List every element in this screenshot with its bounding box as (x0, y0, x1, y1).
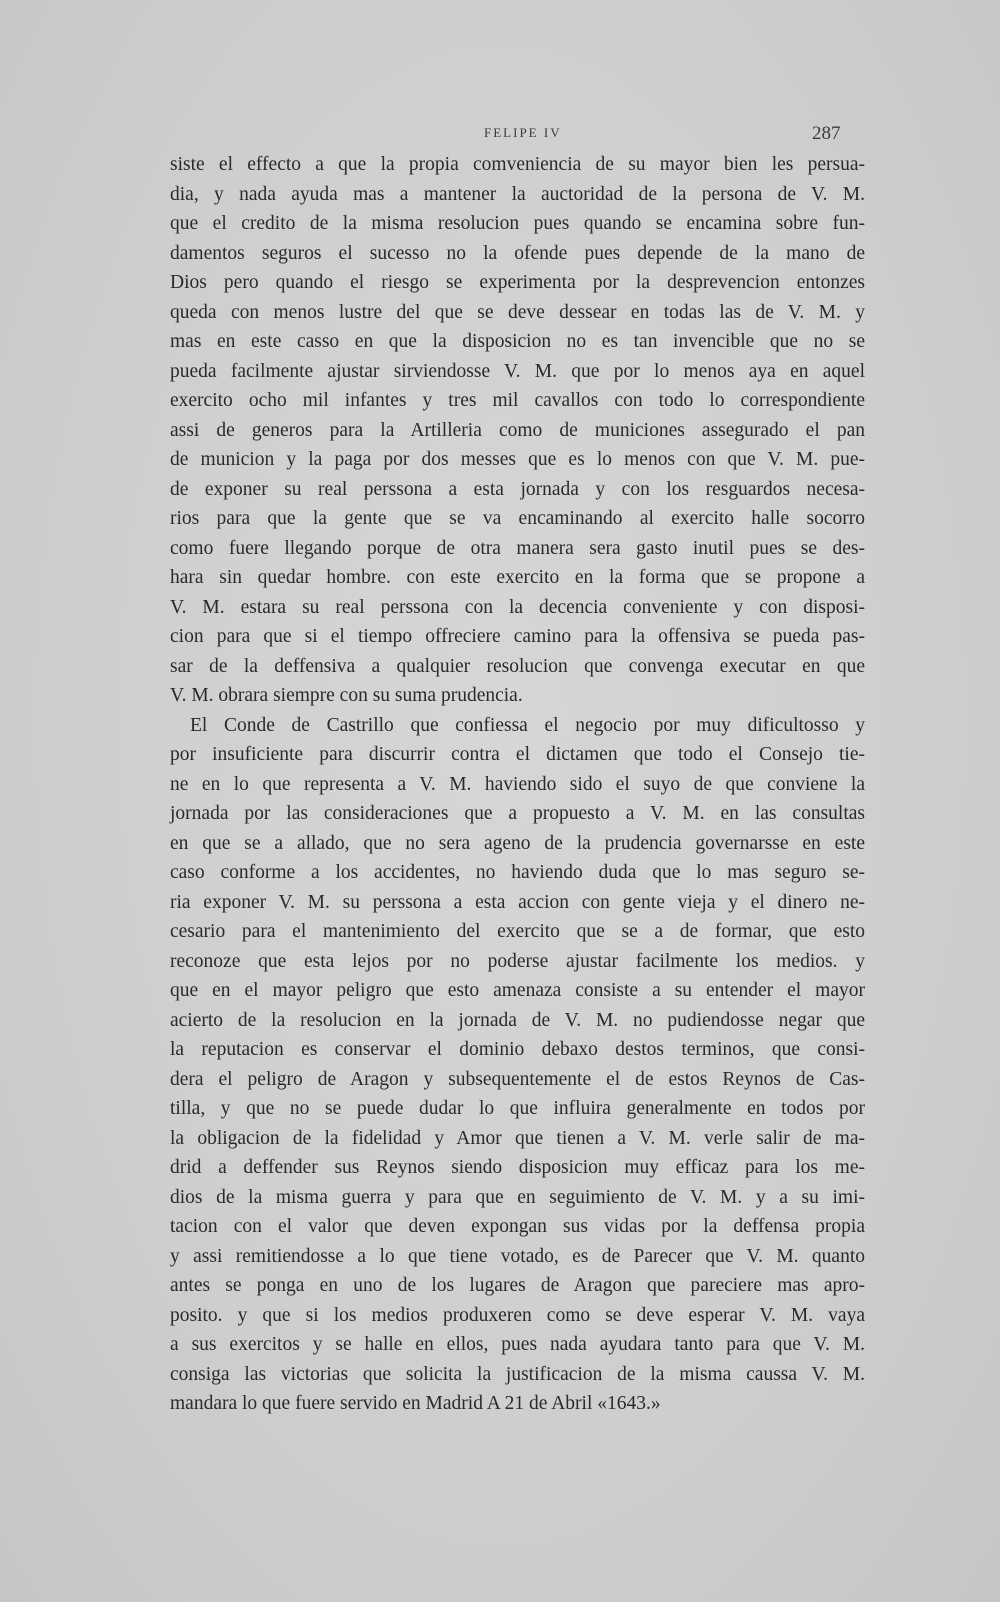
text-line: de municion y la paga por dos messes que es lo menos con que V. M. pue- (170, 449, 865, 470)
text-line: jornada por las consideraciones que a propuesto a V. M. en las consultas (170, 803, 865, 824)
text-line: dios de la misma guerra y para que en seguimiento de V. M. y a su imi- (170, 1186, 865, 1208)
paragraph (170, 711, 865, 1419)
text-line: damentos seguros el sucesso no la ofende pues depende de la mano de (170, 242, 865, 264)
text-line: de exponer su real perssona a esta jornada y con los resguardos necesa- (170, 478, 865, 500)
running-title: FELIPE IV (484, 125, 562, 140)
text-line: la obligacion de la fidelidad y Amor que tienen a V. M. verle salir de ma- (170, 1127, 865, 1149)
text-line: a sus exercitos y se halle en ellos, pues nada ayudara tanto para que V. M. (170, 1334, 865, 1355)
text-line: que en el mayor peligro que esto amenaza consiste a su entender el mayor (170, 980, 865, 1001)
text-line: cesario para el mantenimiento del exercito que se a de formar, que esto (170, 921, 865, 942)
text-line: sar de la deffensiva a qualquier resolucion que convenga executar en que (170, 655, 865, 677)
text-line: por insuficiente para discurrir contra el dictamen que todo el Consejo tie- (170, 744, 865, 765)
text-line: V. M. obrara siempre con su suma prudencia. (170, 685, 523, 706)
text-line: consiga las victorias que solicita la justificacion de la misma caussa V. M. (170, 1363, 865, 1385)
text-line: assi de generos para la Artilleria como de municiones assegurado el pan (170, 419, 865, 441)
text-line: Dios pero quando el riesgo se experimenta por la desprevencion entonzes (170, 272, 865, 293)
page-number: 287 (812, 123, 841, 144)
text-line: mandara lo que fuere servido en Madrid A 21 de Abril «1643.» (170, 1393, 661, 1414)
text-line: acierto de la resolucion en la jornada de V. M. no pudiendosse negar que (170, 1009, 865, 1031)
text-line: queda con menos lustre del que se deve dessear en todas las de V. M. y (170, 301, 865, 323)
text-line: caso conforme a los accidentes, no haviendo duda que lo mas seguro se- (170, 862, 865, 883)
text-line: ne en lo que representa a V. M. haviendo sido el suyo de que conviene la (170, 773, 865, 795)
text-line: El Conde de Castrillo que confiessa el negocio por muy dificultosso y (190, 714, 865, 736)
text-line: que el credito de la misma resolucion pues quando se encamina sobre fun- (170, 213, 865, 234)
body-text (170, 150, 865, 1419)
paragraph (170, 150, 865, 711)
text-line: en que se a allado, que no sera ageno de la prudencia governarsse en este (170, 832, 865, 854)
text-line: drid a deffender sus Reynos siendo disposicion muy efficaz para los me- (170, 1157, 865, 1178)
text-line: antes se ponga en uno de los lugares de Aragon que pareciere mas apro- (170, 1275, 865, 1296)
text-line: mas en este casso en que la disposicion no es tan invencible que no se (170, 331, 865, 352)
text-line: siste el effecto a que la propia comveniencia de su mayor bien les persua- (170, 154, 865, 175)
text-line: dia, y nada ayuda mas a mantener la auctoridad de la persona de V. M. (170, 183, 865, 205)
text-line: posito. y que si los medios produxeren como se deve esperar V. M. vaya (170, 1304, 865, 1326)
text-line: la reputacion es conservar el dominio debaxo destos terminos, que consi- (170, 1039, 865, 1060)
text-line: tilla, y que no se puede dudar lo que influira generalmente en todos por (170, 1098, 865, 1119)
text-line: reconoze que esta lejos por no poderse ajustar facilmente los medios. y (170, 950, 865, 972)
text-line: exercito ocho mil infantes y tres mil cavallos con todo lo correspondiente (170, 390, 865, 411)
text-line: ria exponer V. M. su perssona a esta accion con gente vieja y el dinero ne- (170, 891, 865, 913)
text-line: tacion con el valor que deven expongan sus vidas por la deffensa propia (170, 1216, 865, 1237)
text-line: como fuere llegando porque de otra manera sera gasto inutil pues se des- (170, 537, 865, 559)
text-line: cion para que si el tiempo offreciere camino para la offensiva se pueda pas- (170, 626, 865, 647)
text-line: pueda facilmente ajustar sirviendosse V. M. que por lo menos aya en aquel (170, 360, 865, 382)
text-line: y assi remitiendosse a lo que tiene votado, es de Parecer que V. M. quanto (170, 1245, 865, 1267)
page-header (0, 121, 1000, 147)
text-line: hara sin quedar hombre. con este exercito en la forma que se propone a (170, 567, 865, 588)
text-line: dera el peligro de Aragon y subsequentemente el de estos Reynos de Cas- (170, 1068, 865, 1090)
text-line: rios para que la gente que se va encaminando al exercito halle socorro (170, 508, 865, 529)
text-line: V. M. estara su real perssona con la decencia conveniente y con disposi- (170, 596, 865, 618)
